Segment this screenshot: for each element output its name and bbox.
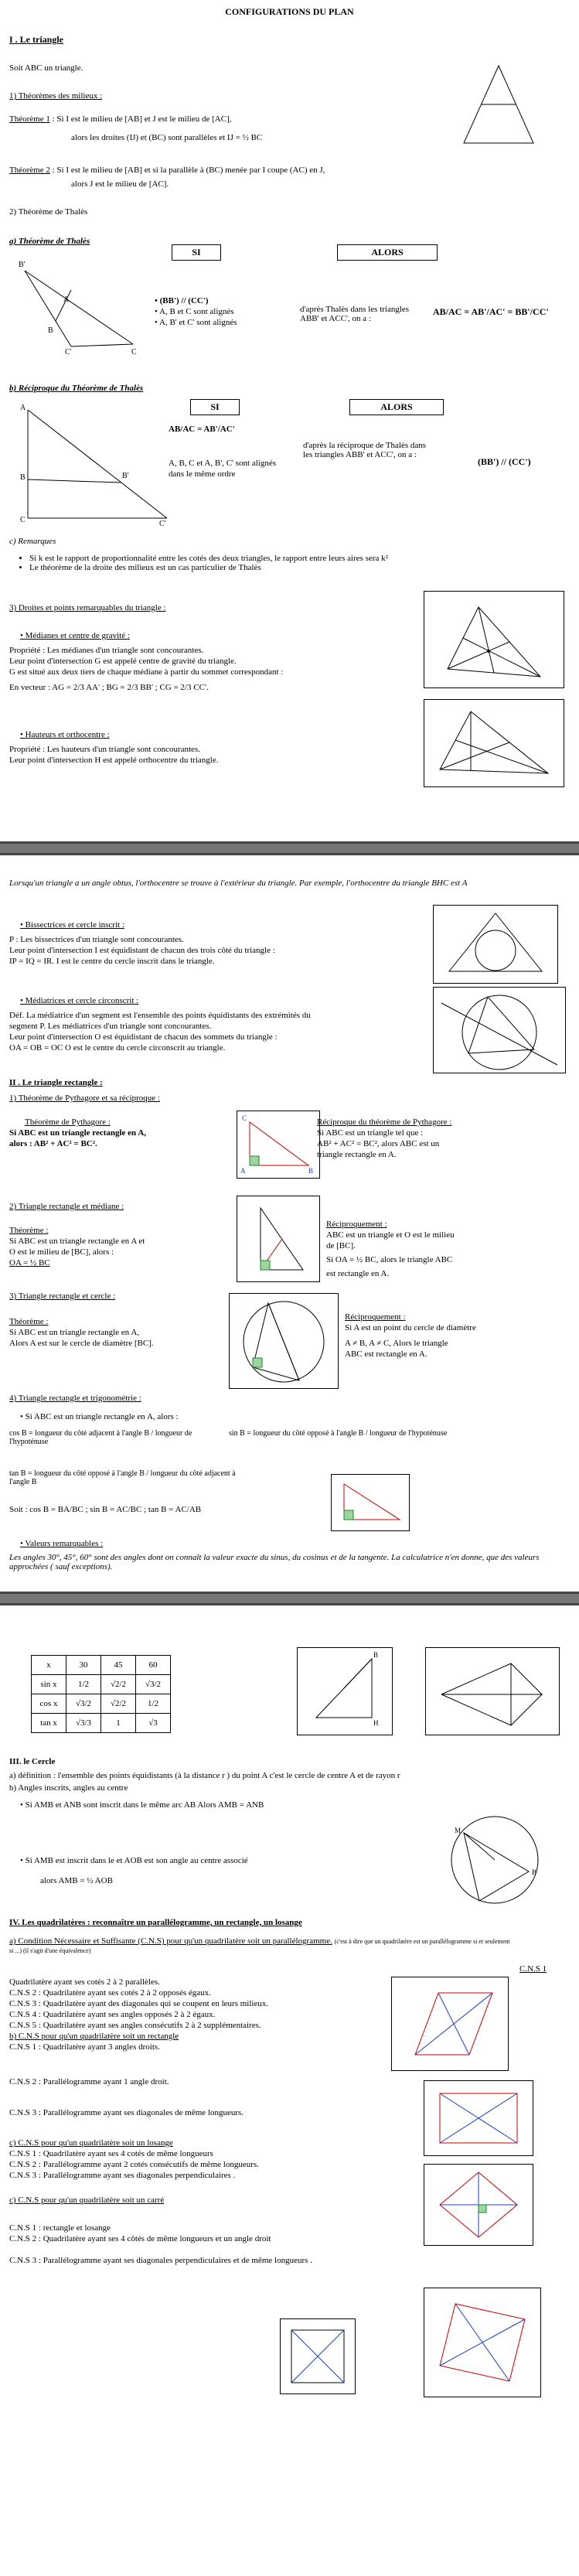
svg-text:C: C (242, 1114, 247, 1122)
angles-b3: alors AMB = ½ AOB (40, 1876, 113, 1885)
svg-text:C': C' (159, 520, 166, 526)
medians-text (9, 645, 411, 693)
angles-b1-text: Si AMB et ANB sont inscrit dans le même arc AB Alors AMB = ANB (25, 1800, 264, 1810)
page-title: CONFIGURATIONS DU PLAN (225, 6, 354, 17)
circle-right-title: 3) Triangle rectangle et cercle : (9, 1291, 116, 1301)
thales-b-title: b) Réciproque du Théorème de Thalès (9, 384, 144, 393)
svg-text:B': B' (19, 261, 26, 269)
pythagoras-th-label: Théorème de Pythagore : (25, 1117, 111, 1127)
pythagoras-t2: alors : AB² + AC² = BC². (9, 1139, 97, 1148)
parallelogram-figure (391, 1977, 509, 2071)
median-right-r2: de [BC]. (326, 1241, 356, 1250)
rectangle-cns2: C.N.S 2 : Parallélogramme ayant 1 angle droit. (9, 2077, 169, 2086)
median-right-r1: ABC est un triangle et O est le milieu (326, 1230, 455, 1240)
para-line: b) C.N.S pour qu'un quadrilatère soit un rectangle (9, 2032, 179, 2041)
trig-soit: Soit : cos B = BA/BC ; sin B = AC/BC ; tan B = AC/AB (9, 1505, 202, 1514)
trig-cell: 1 (101, 1714, 136, 1733)
trig-cell: sin x (32, 1675, 66, 1694)
angles-b1: • Si AMB et ANB sont inscrit dans le même arc AB Alors AMB = ANB (20, 1800, 264, 1810)
rectangle-figure (424, 2080, 533, 2156)
heights-title: • Hauteurs et orthocentre : (20, 730, 110, 739)
page-separator-1 (0, 841, 579, 855)
theorem-2-text: : Si I est le milieu de [AB] et si la parallèle à (BC) menée par I coupe (AC) en J, (52, 165, 325, 175)
angle-figure-2 (425, 1647, 560, 1735)
median-right-r3: Si OA = ½ BC, alors le triangle ABC (326, 1255, 453, 1264)
rhombus-cns2: C.N.S 2 : Parallélogramme ayant 2 cotés consécutifs de même longueurs. (9, 2160, 259, 2169)
angles-b2-text: Si AMB est inscrit dans le et AOB est son angle au centre associé (25, 1856, 248, 1865)
trig-cell: 1/2 (66, 1675, 101, 1694)
para-line: C.N.S 2 : Quadrilatère ayant ses cotés 2 à 2 opposés égaux. (9, 1988, 211, 1998)
trig-table-row (32, 1694, 171, 1714)
medians-p3: G est situé aux deux tiers de chaque médiane à partir du sommet correspondant : (9, 667, 284, 677)
median-right-rec: Réciproquement : (326, 1220, 387, 1229)
reciprocal-cond-2: A, B, C et A, B', C' sont alignés dans le même ordre (169, 459, 277, 479)
perp-bisectors-p3: Leur point d'intersection O est équidistant de chacun des sommets du triangle : (9, 1032, 278, 1042)
heights-figure (424, 699, 564, 787)
values-title-text: Valeurs remarquables : (25, 1539, 104, 1548)
pythagoras-figure (237, 1111, 320, 1179)
angles-b2: • Si AMB est inscrit dans le et AOB est son angle au centre associé (20, 1856, 248, 1865)
svg-text:B: B (532, 1868, 537, 1876)
theorem-2 (9, 165, 325, 175)
circle-right-rec: Réciproquement : (345, 1312, 406, 1322)
para-line: C.N.S 1 : Quadrilatère ayant 3 angles droits. (9, 2042, 160, 2052)
svg-text:B': B' (122, 472, 129, 480)
median-right-r4: est rectangle en A. (326, 1269, 390, 1278)
circle-right-figure (229, 1293, 339, 1389)
pythagoras-rec-label: Réciproque du théorème de Pythagore : (317, 1117, 452, 1127)
page-separator-2 (0, 1592, 579, 1605)
heights-text (9, 744, 218, 766)
thales-equation: AB/AC = AB'/AC' = BB'/CC' (433, 306, 549, 317)
medians-title: • Médianes et centre de gravité : (20, 631, 130, 640)
trig-cell: cos x (32, 1694, 66, 1714)
trig-cell: √3/2 (66, 1694, 101, 1714)
trig-table-row (32, 1675, 171, 1694)
perp-bisectors-title-text: Médiatrices et cercle circonscrit : (25, 996, 139, 1005)
cns1-tag: C.N.S 1 (519, 1964, 547, 1974)
circle-right-t2: Alors A est sur le cercle de diamètre [BC]. (9, 1339, 154, 1348)
trig-table-header (32, 1656, 171, 1675)
circle-right-r2: A ≠ B, A ≠ C, Alors le triangle (345, 1339, 448, 1348)
circle-definition: a) définition : l'ensemble des points équidistants (à la distance r ) du point A c'est le cercle de centre A et de rayon r (9, 1771, 400, 1780)
trig-intro: • Si ABC est un triangle rectangle en A, alors : (20, 1412, 179, 1421)
heights-p1: Propriété : Les hauteurs d'un triangle sont concourantes. (9, 745, 200, 754)
trig-table-row (32, 1714, 171, 1733)
circumcircle-figure (433, 987, 566, 1073)
rhombus-section (9, 2138, 365, 2181)
medians-p1: Propriété : Les médianes d'un triangle sont concourantes. (9, 646, 204, 655)
svg-text:C': C' (65, 348, 72, 356)
median-right-t1: Si ABC est un triangle rectangle en A et (9, 1237, 145, 1246)
svg-text:B: B (373, 1651, 379, 1659)
values-text: Les angles 30°, 45°, 60° sont des angles dont on connaît la valeur exacte du sinus, du cosinus et de la tangente. La calculatrice n'en donne, que des valeurs approchées ( sauf exceptions). (9, 1553, 540, 1571)
trig-cos: cos B = longueur du côté adjacent à l'angle B / longueur de l'hypoténuse (9, 1429, 192, 1446)
theorem-2-text2: alors J est le milieu de [AC]. (71, 179, 169, 189)
trig-table (31, 1655, 171, 1733)
theorem-1-label: Théorème 1 (9, 114, 50, 124)
angles-title: b) Angles inscrits, angles au centre (9, 1783, 128, 1793)
pythagoras-r1: Si ABC est un triangle tel que : (317, 1128, 424, 1138)
medians-title-text: Médianes et centre de gravité : (25, 631, 130, 640)
pythagoras-r3: triangle rectangle en A. (317, 1150, 397, 1159)
midpoint-figure (456, 62, 541, 147)
para-line: Quadrilatère ayant ses cotés 2 à 2 parallèles. (9, 1977, 160, 1987)
remarks-list (17, 554, 570, 572)
parallelogram-cns-note: (c'est à dire que un quadrilatère est un parallélogramme si et seulement si ...) (il s'agit d'une équivalence) (9, 1938, 510, 1954)
square-cns3: C.N.S 3 : Parallélogramme ayant ses diagonales perpendiculaires et de même longueurs . (9, 2256, 312, 2265)
median-right-reciprocal (326, 1219, 558, 1279)
section-2-heading: II . Le triangle rectangle : (9, 1078, 103, 1087)
svg-text:C: C (20, 516, 26, 524)
values-title: • Valeurs remarquables : (20, 1539, 104, 1548)
svg-text:H: H (373, 1719, 379, 1727)
remarks-title: c) Remarques (9, 537, 56, 546)
rectangle-cns3: C.N.S 3 : Parallélogramme ayant ses diagonales de même longueurs. (9, 2108, 244, 2117)
square-figure-2 (424, 2288, 541, 2397)
trig-title: 4) Triangle rectangle et trigonométrie : (9, 1394, 141, 1403)
circle-right-r1: Si A est un point du cercle de diamètre (345, 1323, 476, 1332)
trig-header-cell: 60 (136, 1656, 171, 1675)
bisectors-text (9, 934, 275, 967)
median-right-th: Théorème : (9, 1226, 49, 1235)
parallelogram-cns-title (9, 1936, 512, 1955)
thales-conditions: • (BB') // (CC') • A, B et C sont alignés • A, B' et C' sont alignés (155, 296, 237, 327)
thales-figure (17, 255, 141, 356)
angle-figure-1 (297, 1647, 393, 1735)
trig-tan: tan B = longueur du côté opposé à l'angle B / longueur du côté adjacent à l'angle B (9, 1469, 236, 1486)
rhombus-title: c) C.N.S pour qu'un quadrilatère soit un losange (9, 2138, 173, 2148)
perp-bisectors-p1: Déf. La médiatrice d'un segment est l'ensemble des points équidistants des extrémités du (9, 1011, 311, 1020)
thales-a-title: a) Théorème de Thalès (9, 237, 90, 246)
trig-header-cell: 30 (66, 1656, 101, 1675)
heights-p2: Leur point d'intersection H est appelé orthocentre du triangle. (9, 756, 219, 765)
bisectors-p2: Leur point d'intersection I est équidistant de chacun des trois côté du triangle : (9, 946, 275, 955)
trig-header-cell: 45 (101, 1656, 136, 1675)
svg-text:A: A (20, 404, 26, 412)
reciprocal-figure (20, 402, 175, 526)
para-line: C.N.S 4 : Quadrilatère ayant ses angles opposés 2 à 2 égaux. (9, 2010, 216, 2019)
bisectors-title: • Bissectrices et cercle inscrit : (20, 920, 124, 930)
svg-text:C: C (131, 348, 137, 356)
reciprocal-equation: (BB') // (CC') (478, 456, 531, 467)
medians-p4: En vecteur : AG = 2/3 AA' ; BG = 2/3 BB' ; CG = 2/3 CC'. (9, 683, 209, 692)
svg-text:B: B (308, 1167, 314, 1175)
trig-cell: 1/2 (136, 1694, 171, 1714)
intro-text: Soit ABC un triangle. (9, 63, 83, 73)
perp-bisectors-p4: OA = OB = OC O est le centre du cercle circonscrit au triangle. (9, 1043, 226, 1053)
median-right-t3: OA = ½ BC (9, 1258, 50, 1268)
medians-p2: Leur point d'intersection G est appelé centre de gravité du triangle. (9, 657, 237, 666)
trig-figure (331, 1474, 410, 1531)
midpoint-title: 1) Théorèmes des milieux : (9, 91, 103, 101)
perp-bisectors-title: • Médiatrices et cercle circonscrit : (20, 996, 139, 1005)
bisectors-figure (433, 905, 558, 984)
pythagoras-r2: AB² + AC² = BC², alors ABC est un (317, 1139, 440, 1148)
reciprocal-result: d'après la réciproque de Thalès dans les triangles ABB' et ACC', on a : (303, 441, 427, 459)
trig-cell: √3/3 (66, 1714, 101, 1733)
remarkable-title: 3) Droites et points remarquables du triangle : (9, 603, 166, 612)
parallelogram-cns-title-text: a) Condition Nécessaire et Suffisante (C.N.S) pour qu'un quadrilatère soit un parallélogramme. (9, 1936, 332, 1946)
trig-sin: sin B = longueur du côté opposé à l'angle B / longueur de l'hypoténuse (229, 1429, 448, 1438)
reciprocal-si-box: SI (190, 399, 240, 415)
svg-text:B: B (48, 326, 53, 335)
heights-title-text: Hauteurs et orthocentre : (25, 730, 110, 739)
reciprocal-alors-box: ALORS (349, 399, 444, 415)
remark-1: • Si k est le rapport de proportionnalité entre les cotés des deux triangles, le rapport entre leurs aires sera k² (29, 554, 570, 563)
circle-right-reciprocal (345, 1312, 561, 1360)
thales-cond-1: (BB') // (CC') (159, 296, 209, 305)
trig-intro-text: Si ABC est un triangle rectangle en A, alors : (25, 1412, 179, 1421)
rhombus-cns3: C.N.S 3 : Parallélogramme ayant ses diagonales perpendiculaires . (9, 2171, 236, 2180)
thales-cond-2: A, B et C sont alignés (159, 307, 234, 316)
section-4-heading: IV. Les quadrilatères : reconnaître un parallélogramme, un rectangle, un losange (9, 1918, 302, 1927)
pythagoras-theorem (9, 1117, 241, 1149)
medians-figure (424, 591, 564, 688)
section-3-heading: III. le Cercle (9, 1757, 56, 1766)
reciprocal-cond-1: AB/AC = AB'/AC' (169, 425, 235, 434)
square-cns1: C.N.S 1 : rectangle et losange (9, 2223, 111, 2233)
rhombus-figure (424, 2164, 533, 2246)
circle-right-t1: Si ABC est un triangle rectangle en A, (9, 1328, 140, 1337)
perp-bisectors-text (9, 1010, 311, 1053)
obtuse-note: Lorsqu'un triangle a un angle obtus, l'orthocentre se trouve à l'extérieur du triangle. Par exemple, l'orthocentre du triangle BHC est A (9, 879, 468, 888)
pythagoras-title: 1) Théorème de Pythagore et sa réciproque : (9, 1094, 160, 1103)
remark-2: • Le théorème de la droite des milieux est un cas particulier de Thalès (29, 563, 570, 572)
theorem-1-text2: alors les droites (IJ) et (BC) sont parallèles et IJ = ½ BC (71, 133, 263, 142)
trig-cell: √3 (136, 1714, 171, 1733)
svg-text:A: A (63, 295, 70, 304)
section-1-heading: I . Le triangle (9, 34, 63, 45)
square-figure (280, 2318, 356, 2394)
circle-right-theorem (9, 1316, 233, 1349)
rhombus-cns1: C.N.S 1 : Quadrilatère ayant ses 4 cotés de même longueurs (9, 2149, 213, 2158)
median-right-title: 2) Triangle rectangle et médiane : (9, 1202, 124, 1211)
trig-cell: tan x (32, 1714, 66, 1733)
bisectors-title-text: Bissectrices et cercle inscrit : (25, 920, 124, 930)
trig-cell: √3/2 (136, 1675, 171, 1694)
thales-result: d'après Thalès dans les triangles ABB' et ACC', on a : (300, 305, 410, 323)
theorem-1 (9, 114, 231, 124)
para-line: C.N.S 3 : Quadrilatère ayant des diagonales qui se coupent en leurs milieux. (9, 1999, 269, 2008)
thales-alors-box: ALORS (337, 244, 438, 261)
theorem-1-text: : Si I est le milieu de [AB] et J est le milieu de [AC], (52, 114, 232, 124)
thales-title: 2) Théorème de Thalès (9, 207, 88, 217)
parallelogram-list (9, 1977, 342, 2052)
pythagoras-t1: Si ABC est un triangle rectangle en A, (9, 1128, 147, 1138)
thales-cond-3: A, B' et C' sont alignés (159, 318, 237, 327)
thales-si-box: SI (172, 244, 221, 261)
square-section (9, 2195, 396, 2266)
circle-right-th: Théorème : (9, 1317, 49, 1326)
inscribed-angles-figure (433, 1810, 557, 1910)
svg-text:A: A (240, 1167, 246, 1175)
pythagoras-reciprocal (317, 1117, 564, 1160)
circle-right-r3: ABC est rectangle en A. (345, 1349, 427, 1359)
square-cns2: C.N.S 2 : Quadrilatère ayant ses 4 côtés de même longueurs et un angle droit (9, 2234, 271, 2243)
trig-header-cell: x (32, 1656, 66, 1675)
median-right-theorem (9, 1225, 241, 1268)
bisectors-p1: P : Les bissectrices d'un triangle sont concourantes. (9, 935, 184, 944)
median-right-t2: O est le milieu de [BC], alors : (9, 1247, 114, 1257)
svg-text:M: M (455, 1827, 461, 1834)
median-right-figure (237, 1196, 320, 1282)
bisectors-p3: IP = IQ = IR. I est le centre du cercle inscrit dans le triangle. (9, 957, 215, 966)
square-title: c) C.N.S pour qu'un quadrilatère soit un carré (9, 2196, 165, 2205)
theorem-2-label: Théorème 2 (9, 165, 50, 175)
para-line: C.N.S 5 : Quadrilatère ayant ses angles consécutifs 2 à 2 supplémentaires. (9, 2021, 261, 2030)
trig-cell: √2/2 (101, 1675, 136, 1694)
trig-cell: √2/2 (101, 1694, 136, 1714)
perp-bisectors-p2: segment P. Les médiatrices d'un triangle sont concourantes. (9, 1022, 212, 1031)
svg-text:B: B (20, 473, 26, 482)
